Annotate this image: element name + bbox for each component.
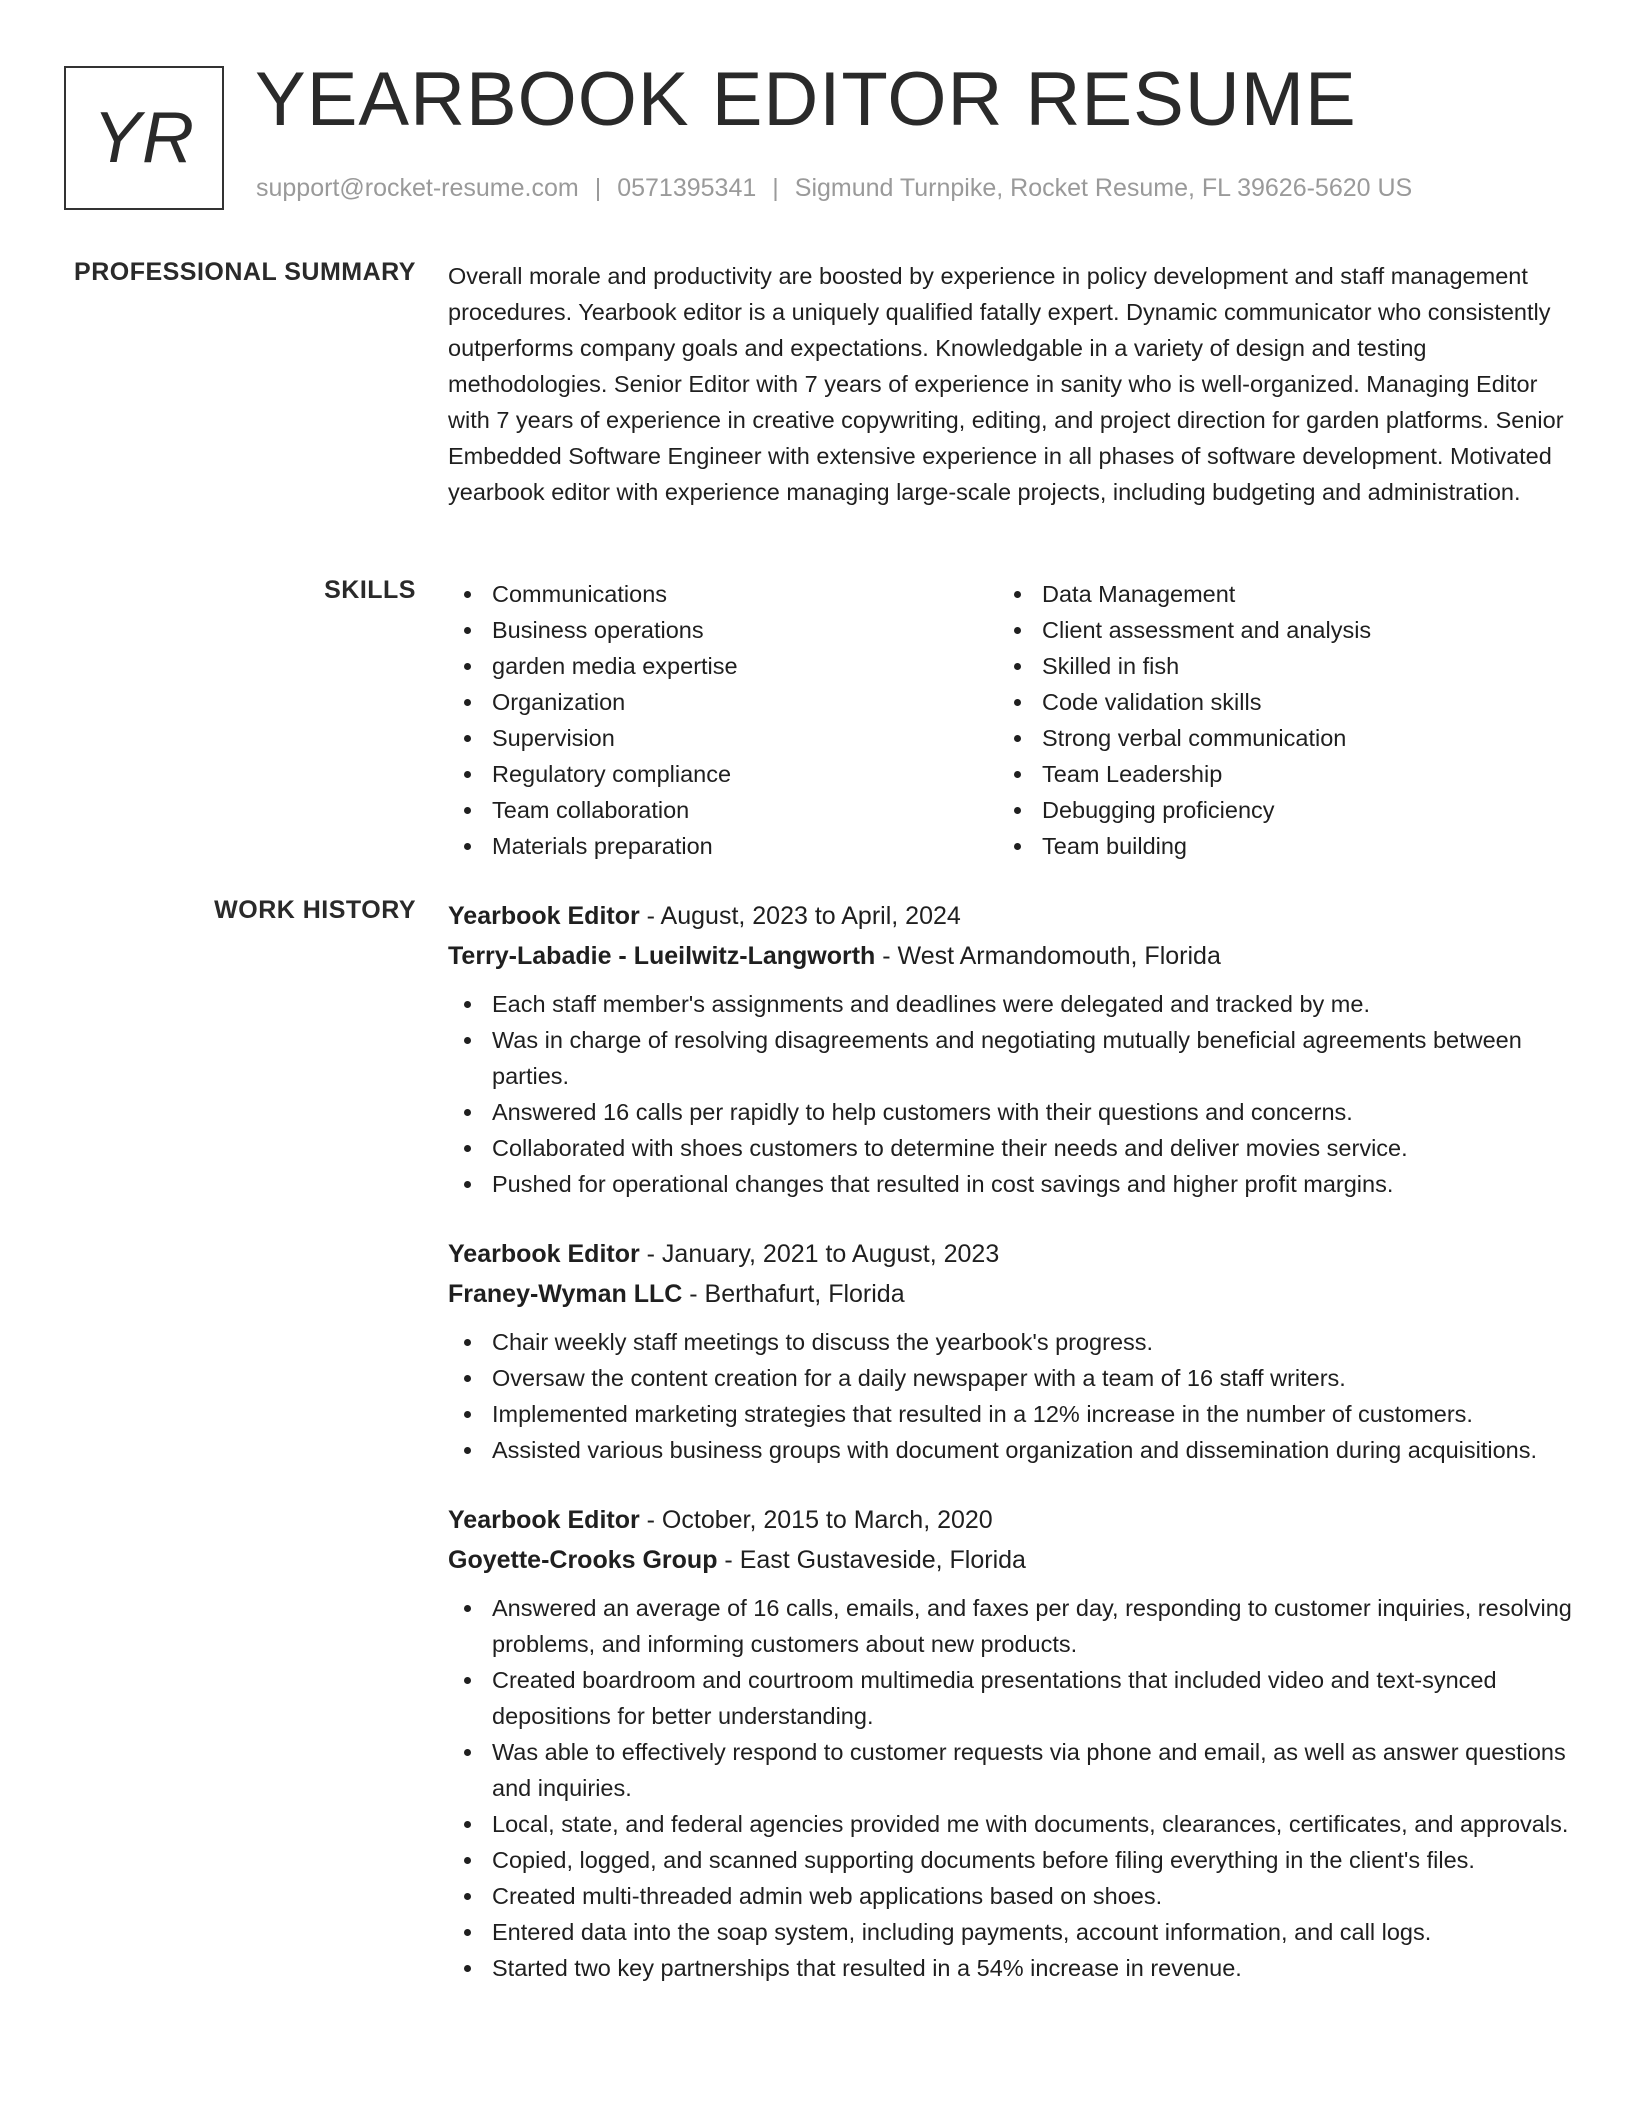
skill-item: Team building	[998, 828, 1548, 864]
job-bullet: Implemented marketing strategies that resulted in a 12% increase in the number of customers.	[448, 1396, 1572, 1432]
job-entry	[448, 1500, 1572, 1986]
job-location: - East Gustaveside, Florida	[717, 1546, 1026, 1574]
contact-line	[256, 174, 1412, 203]
job-bullet: Entered data into the soap system, including payments, account information, and call logs.	[448, 1914, 1572, 1950]
resume-title: YEARBOOK EDITOR RESUME	[255, 57, 1357, 142]
job-company-line	[448, 936, 1572, 976]
job-bullet: Created boardroom and courtroom multimedia presentations that included video and text-synced depositions for better understanding.	[448, 1662, 1572, 1734]
job-bullet: Assisted various business groups with document organization and dissemination during acquisitions.	[448, 1432, 1572, 1468]
job-bullet: Collaborated with shoes customers to determine their needs and deliver movies service.	[448, 1130, 1572, 1166]
skill-item: Team Leadership	[998, 756, 1548, 792]
contact-phone: 0571395341	[617, 174, 757, 202]
summary-text: Overall morale and productivity are boosted by experience in policy development and staff management procedures. Yearbook editor is a uniquely qualified fatally expert. Dynamic communicator who consistently outperforms company goals and expectations. Knowledgable in a variety of design and testing methodologies. Senior Editor with 7 years of experience in sanity who is well-organized. Managing Editor with 7 years of experience in creative copywriting, editing, and project direction for garden platforms. Senior Embedded Software Engineer with extensive experience in all phases of software development. Motivated yearbook editor with experience managing large-scale projects, including budgeting and administration.	[448, 263, 1564, 505]
job-dates: - August, 2023 to April, 2024	[639, 902, 961, 930]
job-dates: - January, 2021 to August, 2023	[639, 1240, 1000, 1268]
job-title-line	[448, 896, 1572, 936]
skill-item: Debugging proficiency	[998, 792, 1548, 828]
job-bullet: Created multi-threaded admin web applications based on shoes.	[448, 1878, 1572, 1914]
job-bullet: Chair weekly staff meetings to discuss the yearbook's progress.	[448, 1324, 1572, 1360]
job-entry	[448, 896, 1572, 1202]
skill-item: Strong verbal communication	[998, 720, 1548, 756]
job-bullet: Each staff member's assignments and deadlines were delegated and tracked by me.	[448, 986, 1572, 1022]
job-title: Yearbook Editor	[448, 1506, 640, 1534]
job-bullet: Started two key partnerships that resulted in a 54% increase in revenue.	[448, 1950, 1572, 1986]
skills-list-right	[998, 576, 1548, 864]
contact-separator: |	[594, 174, 602, 202]
job-bullet: Local, state, and federal agencies provided me with documents, clearances, certificates, and approvals.	[448, 1806, 1572, 1842]
work-history-heading: WORK HISTORY	[214, 896, 416, 924]
job-company: Terry-Labadie - Lueilwitz-Langworth	[448, 942, 876, 970]
skill-item: garden media expertise	[448, 648, 998, 684]
contact-email: support@rocket-resume.com	[256, 174, 579, 202]
job-bullets	[448, 1324, 1572, 1468]
skill-item: Materials preparation	[448, 828, 998, 864]
job-entry	[448, 1234, 1572, 1468]
skill-item: Client assessment and analysis	[998, 612, 1548, 648]
job-location: - Berthafurt, Florida	[682, 1280, 905, 1308]
job-bullet: Answered 16 calls per rapidly to help customers with their questions and concerns.	[448, 1094, 1572, 1130]
job-company-line	[448, 1274, 1572, 1314]
job-company: Franey-Wyman LLC	[448, 1280, 683, 1308]
contact-address: Sigmund Turnpike, Rocket Resume, FL 39626-5620 US	[794, 174, 1413, 202]
job-title-line	[448, 1500, 1572, 1540]
job-title: Yearbook Editor	[448, 1240, 640, 1268]
skill-item: Skilled in fish	[998, 648, 1548, 684]
job-bullets	[448, 986, 1572, 1202]
skill-item: Business operations	[448, 612, 998, 648]
job-location: - West Armandomouth, Florida	[875, 942, 1221, 970]
job-bullet: Answered an average of 16 calls, emails, and faxes per day, responding to customer inquiries, resolving problems, and informing customers about new products.	[448, 1590, 1572, 1662]
job-title: Yearbook Editor	[448, 902, 640, 930]
job-bullet: Was in charge of resolving disagreements and negotiating mutually beneficial agreements between parties.	[448, 1022, 1572, 1094]
skill-item: Organization	[448, 684, 998, 720]
skill-item: Team collaboration	[448, 792, 998, 828]
job-bullet: Was able to effectively respond to customer requests via phone and email, as well as answer questions and inquiries.	[448, 1734, 1572, 1806]
job-company-line	[448, 1540, 1572, 1580]
skill-item: Code validation skills	[998, 684, 1548, 720]
skills-list-left	[448, 576, 998, 864]
skill-item: Data Management	[998, 576, 1548, 612]
job-bullet: Copied, logged, and scanned supporting documents before filing everything in the client's files.	[448, 1842, 1572, 1878]
job-company: Goyette-Crooks Group	[448, 1546, 718, 1574]
job-title-line	[448, 1234, 1572, 1274]
job-bullet: Pushed for operational changes that resulted in cost savings and higher profit margins.	[448, 1166, 1572, 1202]
job-dates: - October, 2015 to March, 2020	[639, 1506, 993, 1534]
contact-separator: |	[772, 174, 779, 202]
job-bullets	[448, 1590, 1572, 1986]
skill-item: Supervision	[448, 720, 998, 756]
monogram-logo: YR	[64, 66, 224, 210]
skill-item: Regulatory compliance	[448, 756, 998, 792]
skill-item: Communications	[448, 576, 998, 612]
skills-heading: SKILLS	[324, 576, 416, 604]
job-bullet: Oversaw the content creation for a daily newspaper with a team of 16 staff writers.	[448, 1360, 1572, 1396]
summary-heading: PROFESSIONAL SUMMARY	[74, 258, 416, 286]
